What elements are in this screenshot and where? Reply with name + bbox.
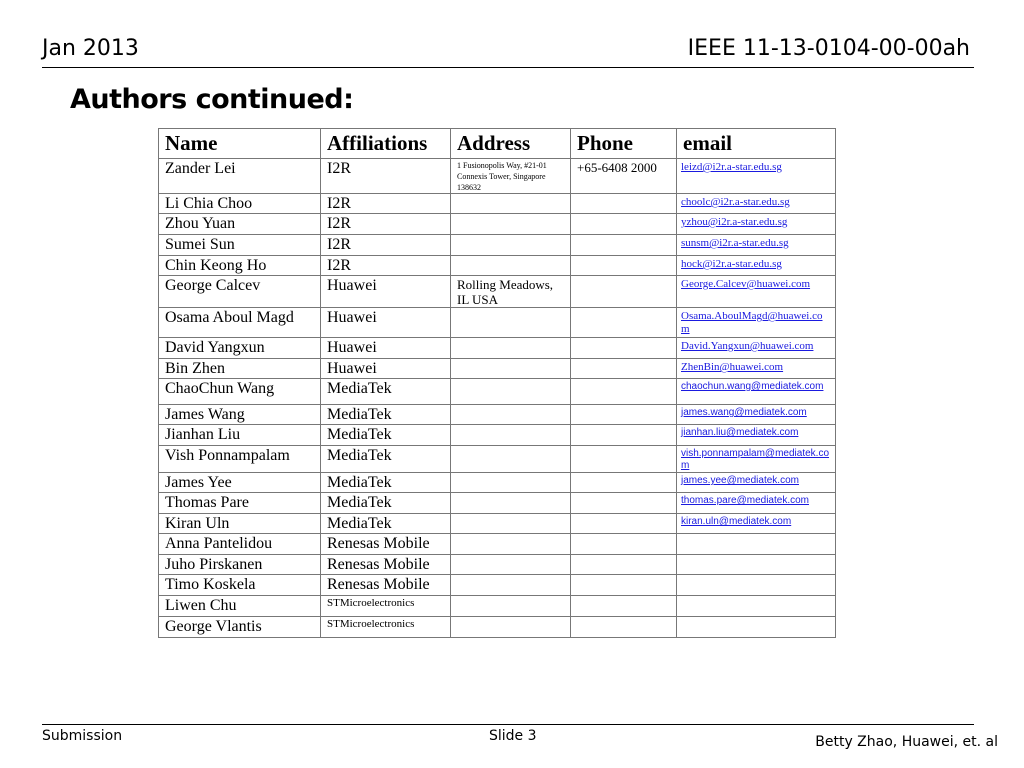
- author-name: Zhou Yuan: [159, 214, 321, 235]
- author-phone: [571, 256, 677, 276]
- table-row: [159, 338, 836, 359]
- author-name: Li Chia Choo: [159, 194, 321, 214]
- table-row: [159, 617, 836, 638]
- author-phone: [571, 214, 677, 235]
- author-email-link[interactable]: George.Calcev@huawei.com: [681, 278, 811, 290]
- author-name: David Yangxun: [159, 338, 321, 359]
- author-address: [451, 534, 571, 555]
- table-row: [159, 276, 836, 308]
- author-email-cell: [677, 493, 836, 514]
- authors-table: [158, 128, 836, 638]
- author-email-cell: [677, 617, 836, 638]
- slide-title: Authors continued:: [70, 84, 354, 115]
- author-phone: +65-6408 2000: [571, 159, 677, 194]
- author-address: [451, 338, 571, 359]
- author-email-link[interactable]: leizd@i2r.a-star.edu.sg: [681, 161, 782, 173]
- author-name: Sumei Sun: [159, 235, 321, 256]
- author-email-link[interactable]: yzhou@i2r.a-star.edu.sg: [681, 216, 788, 228]
- author-email-link[interactable]: hock@i2r.a-star.edu.sg: [681, 258, 782, 270]
- table-row: [159, 359, 836, 379]
- author-address: [451, 555, 571, 575]
- author-address: [451, 425, 571, 446]
- column-header-email: email: [677, 129, 836, 159]
- footer-slide-number: Slide 3: [489, 728, 537, 744]
- author-address: [451, 446, 571, 473]
- author-affiliation: MediaTek: [321, 473, 451, 493]
- table-row: [159, 425, 836, 446]
- author-email-link[interactable]: kiran.uln@mediatek.com: [681, 516, 792, 527]
- author-affiliation: STMicroelectronics: [321, 596, 451, 617]
- author-affiliation: STMicroelectronics: [321, 617, 451, 638]
- author-email-link[interactable]: choolc@i2r.a-star.edu.sg: [681, 196, 790, 208]
- author-email-cell: [677, 338, 836, 359]
- author-affiliation: Renesas Mobile: [321, 534, 451, 555]
- author-email-cell: [677, 359, 836, 379]
- author-email-cell: [677, 256, 836, 276]
- author-email-link[interactable]: David.Yangxun@huawei.com: [681, 340, 814, 352]
- author-phone: [571, 575, 677, 596]
- table-row: [159, 575, 836, 596]
- table-row: [159, 534, 836, 555]
- author-email-cell: [677, 446, 836, 473]
- author-phone: [571, 473, 677, 493]
- author-affiliation: I2R: [321, 194, 451, 214]
- author-affiliation: Renesas Mobile: [321, 555, 451, 575]
- author-name: Zander Lei: [159, 159, 321, 194]
- author-address: [451, 308, 571, 338]
- author-email-link[interactable]: thomas.pare@mediatek.com: [681, 495, 809, 506]
- author-phone: [571, 379, 677, 405]
- author-phone: [571, 308, 677, 338]
- author-name: George Calcev: [159, 276, 321, 308]
- author-email-cell: [677, 425, 836, 446]
- header-doc-id: IEEE 11-13-0104-00-00ah: [687, 36, 970, 61]
- author-address: [451, 379, 571, 405]
- author-address: [451, 194, 571, 214]
- author-name: ChaoChun Wang: [159, 379, 321, 405]
- footer-submission: Submission: [42, 728, 123, 744]
- header-date: Jan 2013: [42, 36, 139, 61]
- author-email-cell: [677, 379, 836, 405]
- author-address: [451, 493, 571, 514]
- author-phone: [571, 194, 677, 214]
- author-address: [451, 256, 571, 276]
- author-phone: [571, 534, 677, 555]
- author-phone: [571, 405, 677, 425]
- author-affiliation: Huawei: [321, 308, 451, 338]
- author-email-link[interactable]: vish.ponnampalam@mediatek.com: [681, 448, 830, 471]
- column-header-phone: Phone: [571, 129, 677, 159]
- author-address: Rolling Meadows, IL USA: [451, 276, 571, 308]
- author-email-cell: [677, 596, 836, 617]
- author-email-cell: [677, 555, 836, 575]
- author-email-cell: [677, 194, 836, 214]
- column-header-affiliations: Affiliations: [321, 129, 451, 159]
- author-name: Juho Pirskanen: [159, 555, 321, 575]
- author-address: [451, 473, 571, 493]
- author-affiliation: MediaTek: [321, 493, 451, 514]
- table-header-row: [159, 129, 836, 159]
- author-email-link[interactable]: james.wang@mediatek.com: [681, 407, 807, 418]
- author-email-cell: [677, 575, 836, 596]
- author-address: 1 Fusionopolis Way, #21-01 Connexis Tower, Singapore 138632: [451, 159, 571, 194]
- author-email-cell: [677, 473, 836, 493]
- table-row: [159, 405, 836, 425]
- table-row: [159, 555, 836, 575]
- author-address: [451, 214, 571, 235]
- author-affiliation: MediaTek: [321, 425, 451, 446]
- author-email-link[interactable]: james.yee@mediatek.com: [681, 475, 799, 486]
- author-affiliation: Huawei: [321, 359, 451, 379]
- author-email-link[interactable]: jianhan.liu@mediatek.com: [681, 427, 799, 438]
- author-affiliation: MediaTek: [321, 379, 451, 405]
- author-address: [451, 617, 571, 638]
- author-address: [451, 359, 571, 379]
- author-address: [451, 235, 571, 256]
- author-phone: [571, 425, 677, 446]
- author-email-cell: [677, 214, 836, 235]
- author-phone: [571, 514, 677, 534]
- author-name: Liwen Chu: [159, 596, 321, 617]
- author-name: Thomas Pare: [159, 493, 321, 514]
- author-address: [451, 575, 571, 596]
- author-email-link[interactable]: ZhenBin@huawei.com: [681, 361, 784, 373]
- author-phone: [571, 596, 677, 617]
- table-row: [159, 514, 836, 534]
- header-divider: [42, 67, 974, 68]
- author-phone: [571, 617, 677, 638]
- author-affiliation: Huawei: [321, 338, 451, 359]
- author-address: [451, 596, 571, 617]
- author-phone: [571, 446, 677, 473]
- author-name: James Wang: [159, 405, 321, 425]
- author-name: George Vlantis: [159, 617, 321, 638]
- table-row: [159, 214, 836, 235]
- author-name: Kiran Uln: [159, 514, 321, 534]
- table-row: [159, 473, 836, 493]
- author-email-cell: [677, 276, 836, 308]
- author-phone: [571, 359, 677, 379]
- table-row: [159, 256, 836, 276]
- author-address: [451, 405, 571, 425]
- author-phone: [571, 338, 677, 359]
- table-row: [159, 446, 836, 473]
- author-address: [451, 514, 571, 534]
- footer-authors: Betty Zhao, Huawei, et. al: [815, 734, 998, 750]
- author-affiliation: MediaTek: [321, 514, 451, 534]
- author-email-cell: [677, 534, 836, 555]
- table-row: [159, 308, 836, 338]
- author-phone: [571, 555, 677, 575]
- author-email-link[interactable]: Osama.AboulMagd@huawei.com: [681, 310, 823, 335]
- author-phone: [571, 493, 677, 514]
- author-email-link[interactable]: chaochun.wang@mediatek.com: [681, 381, 824, 392]
- footer-divider: [42, 724, 974, 725]
- table-row: [159, 194, 836, 214]
- column-header-name: Name: [159, 129, 321, 159]
- author-affiliation: I2R: [321, 214, 451, 235]
- author-affiliation: I2R: [321, 159, 451, 194]
- author-phone: [571, 276, 677, 308]
- table-row: [159, 596, 836, 617]
- column-header-address: Address: [451, 129, 571, 159]
- author-affiliation: MediaTek: [321, 446, 451, 473]
- author-affiliation: I2R: [321, 235, 451, 256]
- table-row: [159, 235, 836, 256]
- author-email-cell: [677, 514, 836, 534]
- author-name: James Yee: [159, 473, 321, 493]
- table-row: [159, 379, 836, 405]
- author-name: Osama Aboul Magd: [159, 308, 321, 338]
- author-name: Timo Koskela: [159, 575, 321, 596]
- author-name: Anna Pantelidou: [159, 534, 321, 555]
- author-email-cell: [677, 235, 836, 256]
- author-affiliation: Renesas Mobile: [321, 575, 451, 596]
- author-email-cell: [677, 159, 836, 194]
- author-name: Jianhan Liu: [159, 425, 321, 446]
- author-phone: [571, 235, 677, 256]
- author-name: Chin Keong Ho: [159, 256, 321, 276]
- author-name: Bin Zhen: [159, 359, 321, 379]
- author-email-link[interactable]: sunsm@i2r.a-star.edu.sg: [681, 237, 789, 249]
- author-affiliation: I2R: [321, 256, 451, 276]
- author-email-cell: [677, 405, 836, 425]
- author-email-cell: [677, 308, 836, 338]
- author-affiliation: Huawei: [321, 276, 451, 308]
- table-row: [159, 493, 836, 514]
- author-name: Vish Ponnampalam: [159, 446, 321, 473]
- author-affiliation: MediaTek: [321, 405, 451, 425]
- table-row: [159, 159, 836, 194]
